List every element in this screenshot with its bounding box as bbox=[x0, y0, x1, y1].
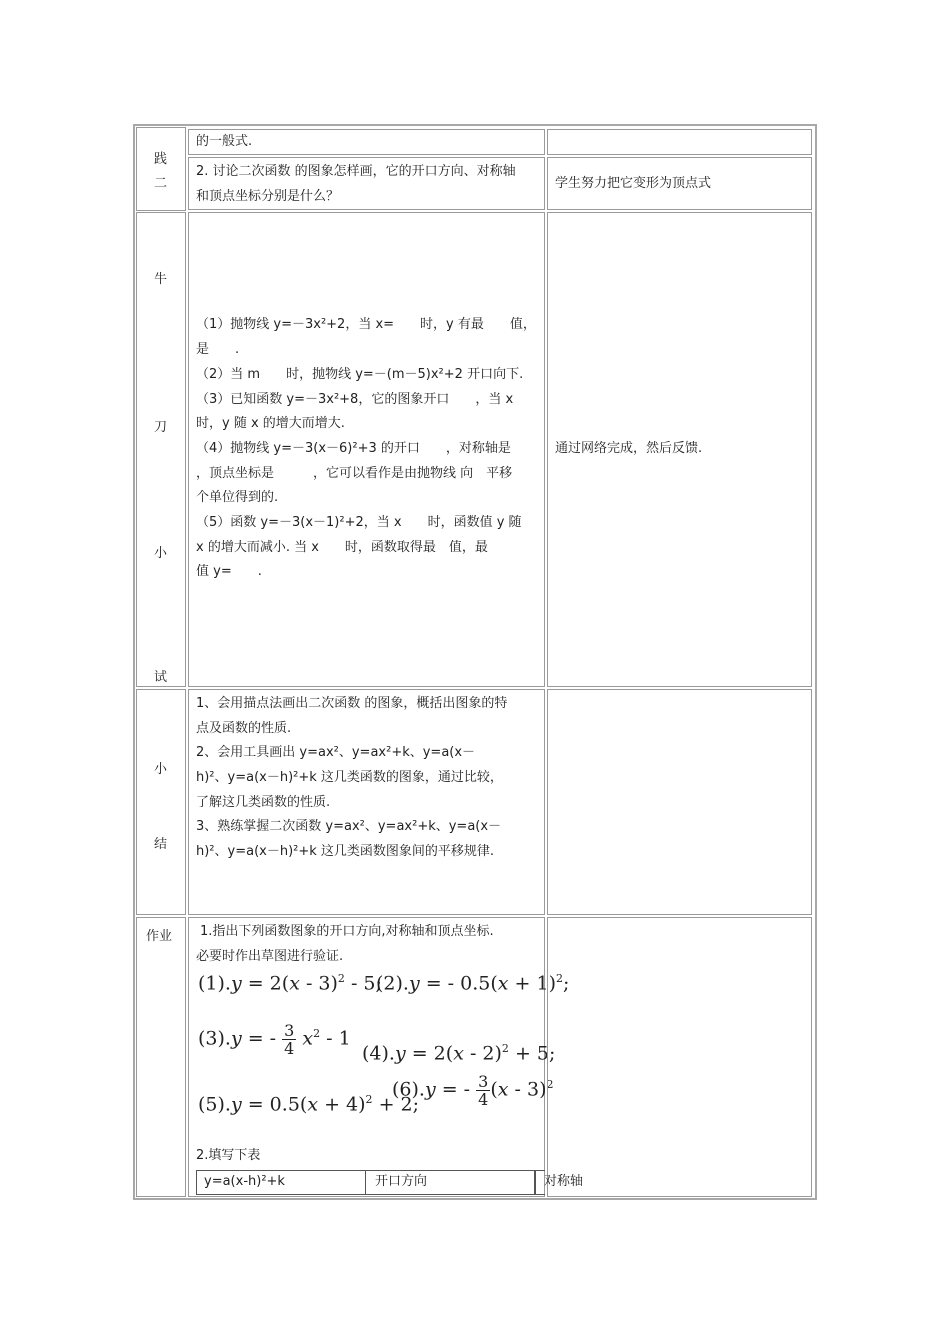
label-char: 牛 bbox=[154, 272, 168, 287]
top-text: 的一般式. bbox=[196, 134, 253, 149]
homework-intro: 1.指出下列函数图象的开口方向,对称轴和顶点坐标. bbox=[200, 924, 494, 939]
quiz-line: x 的增大而减小. 当 x 时，函数取得最 值，最 bbox=[196, 540, 488, 555]
quiz-line: （5）函数 y=－3(x－1)²+2，当 x 时，函数值 y 随 bbox=[196, 515, 522, 530]
quiz-line: （3）已知函数 y=－3x²+8，它的图象开口 ，当 x bbox=[196, 392, 514, 407]
label-cell-practice2 bbox=[136, 127, 186, 211]
label-char: 践 bbox=[154, 152, 168, 167]
fill-table-header-text: y=a(x-h)²+k bbox=[204, 1174, 285, 1189]
quiz-line: （2）当 m 时，抛物线 y=－(m－5)x²+2 开口向下. bbox=[196, 367, 524, 382]
summary-line: 3、熟练掌握二次函数 y=ax²、y=ax²+k、y=a(x－ bbox=[196, 819, 502, 834]
label-char: 试 bbox=[154, 670, 168, 685]
note-cell-top bbox=[547, 129, 812, 155]
question-line: 2. 讨论二次函数 的图象怎样画，它的开口方向、对称轴 bbox=[196, 164, 516, 179]
formula-4: (4).y = 2(x - 2)$^2$ + 5; bbox=[362, 1042, 556, 1065]
note-cell-homework bbox=[547, 917, 812, 1197]
summary-line: h)²、y=a(x－h)²+k 这几类函数图象间的平移规律. bbox=[196, 844, 495, 859]
note-text: 学生努力把它变形为顶点式 bbox=[555, 176, 712, 191]
quiz-line: （1）抛物线 y=－3x²+2，当 x= 时，y 有最 值， bbox=[196, 317, 536, 332]
quiz-line: 是 . bbox=[196, 342, 240, 357]
question-line: 和顶点坐标分别是什么？ bbox=[196, 189, 340, 204]
label-char: 小 bbox=[154, 762, 168, 777]
formula-1: (1).y = 2(x - 3)$^2$ - 5; bbox=[198, 972, 382, 995]
homework-intro: 必要时作出草图进行验证. bbox=[196, 949, 344, 964]
label-cell-homework bbox=[136, 917, 186, 1197]
note-text: 通过网络完成，然后反馈. bbox=[555, 441, 703, 456]
fill-table-header-text: 开口方向 bbox=[375, 1174, 428, 1189]
fill-table-header-text: 对称轴 bbox=[544, 1174, 584, 1189]
quiz-line: 个单位得到的. bbox=[196, 490, 279, 505]
quiz-line: ，顶点坐标是 ，它可以看作是由抛物线 向 平移 bbox=[196, 466, 513, 481]
formula-2: (2).y = - $0.5(x + 1)^2$; bbox=[376, 972, 570, 995]
note-cell-summary bbox=[547, 689, 812, 915]
homework-label: 作业 bbox=[146, 929, 173, 944]
label-char: 二 bbox=[154, 176, 168, 191]
label-char: 结 bbox=[154, 837, 168, 852]
summary-line: h)²、y=a(x－h)²+k 这几类函数的图象，通过比较， bbox=[196, 770, 503, 785]
summary-line: 2、会用工具画出 y=ax²、y=ax²+k、y=a(x－ bbox=[196, 745, 476, 760]
label-cell-summary bbox=[136, 689, 186, 915]
formula-5: $(5).y = 0.5(x + 4)^2 + 2$; bbox=[198, 1093, 420, 1116]
quiz-line: 值 y= . bbox=[196, 564, 262, 579]
summary-line: 1、会用描点法画出二次函数 的图象，概括出图象的特 bbox=[196, 696, 508, 711]
summary-line: 了解这几类函数的性质. bbox=[196, 795, 331, 810]
quiz-line: （4）抛物线 y=－3(x－6)²+3 的开口 ，对称轴是 bbox=[196, 441, 511, 456]
formula-3: (3).y = - $\frac{3}{4}$ $x^2 - 1$ bbox=[198, 1021, 351, 1058]
formula-6: (6).y = - $\frac{3}{4}$ (x - 3)$^2$ bbox=[392, 1072, 554, 1109]
summary-line: 点及函数的性质. bbox=[196, 721, 292, 736]
label-char: 刀 bbox=[154, 420, 168, 435]
label-char: 小 bbox=[154, 546, 168, 561]
fill-table-title: 2.填写下表 bbox=[196, 1148, 261, 1163]
quiz-line: 时，y 随 x 的增大而增大. bbox=[196, 416, 345, 431]
